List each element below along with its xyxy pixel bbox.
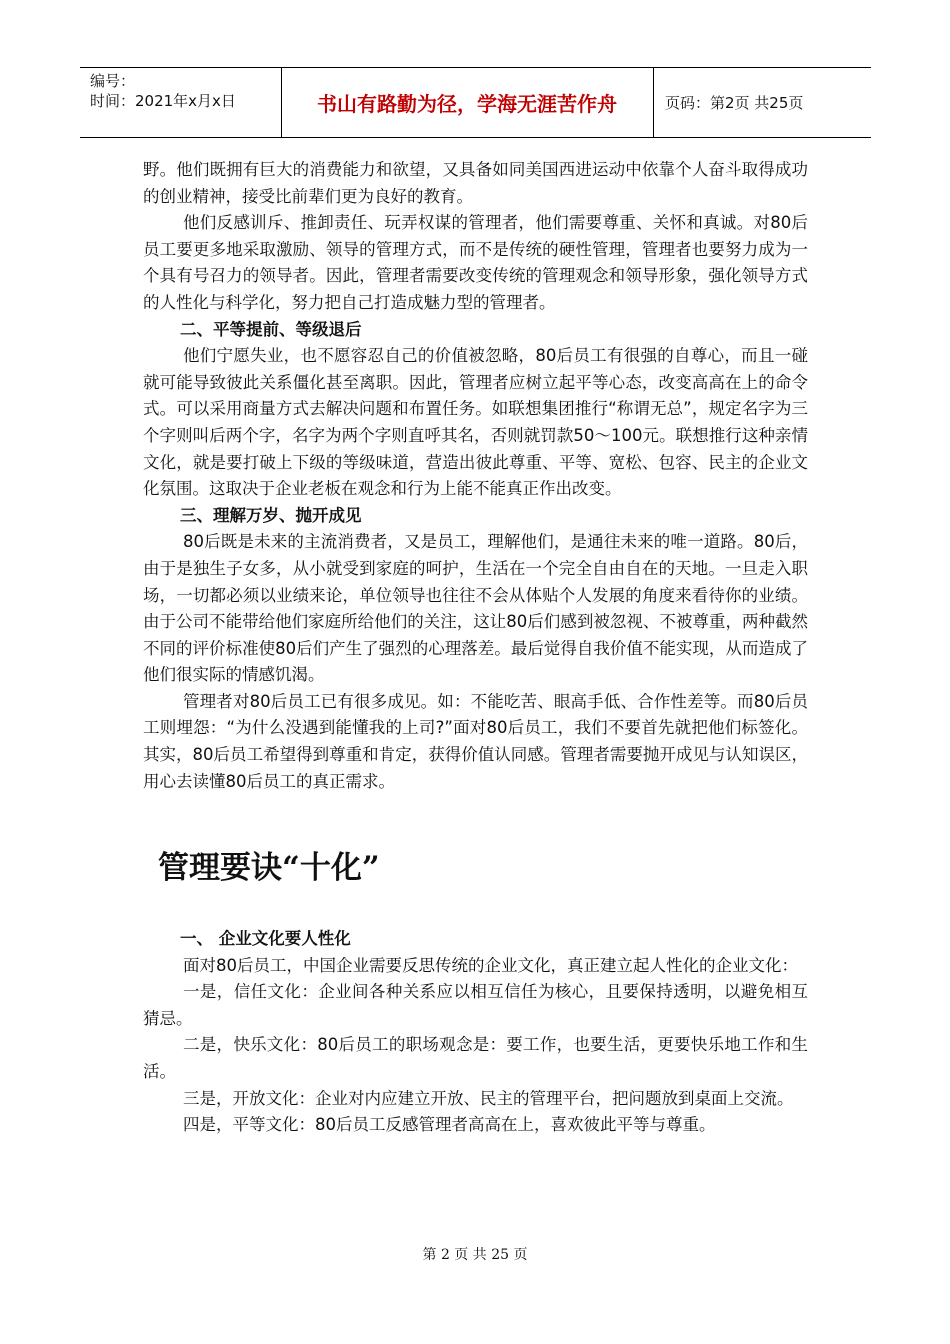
page-header bbox=[80, 67, 871, 138]
paragraph: 四是，平等文化：80后员工反感管理者高高在上，喜欢彼此平等与尊重。 bbox=[183, 1115, 716, 1135]
paragraph: 他们反感训斥、推卸责任、玩弄权谋的管理者，他们需要尊重、关怀和真诚。对80后员工要更多地采取激励、领导的管理方式，而不是传统的硬性管理，管理者也要努力成为一个具有号召力的领导者。因此，管理者需要改变传统的管理观念和领导形象，强化领导方式的人性化与科学化，努力把自己打造成魅力型的管理者。 bbox=[143, 213, 808, 312]
paragraph: 80后既是未来的主流消费者，又是员工，理解他们，是通往未来的唯一道路。80后，由于是独生子女多，从小就受到家庭的呵护，生活在一个完全自由自在的天地。一旦走入职场，一切都必须以业绩来论，单位领导也往往不会从体贴个人发展的角度来看待你的业绩。由于公司不能带给他们家庭所给他们的关注，这让80后们感到被忽视、不被尊重，两种截然不同的评价标准使80后们产生了强烈的心理落差。最后觉得自我价值不能实现，从而造成了他们很实际的情感饥渴。 bbox=[143, 532, 808, 685]
page-footer: 第 2 页 共 25 页 bbox=[422, 1247, 528, 1263]
section-title: 管理要诀“十化” bbox=[158, 850, 380, 886]
header-page-info: 页码：第2页 共25页 bbox=[665, 94, 804, 112]
header-motto: 书山有路勤为径，学海无涯苦作舟 bbox=[317, 92, 617, 116]
date-label: 时间：2021年x月x日 bbox=[90, 92, 236, 110]
paragraph: 管理者对80后员工已有很多成见。如：不能吃苦、眼高手低、合作性差等。而80后员工则埋怨：“为什么没遇到能懂我的上司?”面对80后员工，我们不要首先就把他们标签化。其实，80后员工希望得到尊重和肯定，获得价值认同感。管理者需要抛开成见与认知误区，用心去读懂80后员工的真正需求。 bbox=[143, 691, 808, 791]
paragraph: 一是，信任文化：企业间各种关系应以相互信任为核心，且要保持透明，以避免相互猜忌。 bbox=[143, 982, 808, 1028]
subheading: 二、平等提前、等级退后 bbox=[180, 319, 362, 339]
paragraph: 面对80后员工，中国企业需要反思传统的企业文化，真正建立起人性化的企业文化： bbox=[183, 955, 798, 975]
paragraph: 三是，开放文化：企业对内应建立开放、民主的管理平台，把问题放到桌面上交流。 bbox=[183, 1088, 794, 1108]
header-page-cell bbox=[653, 68, 871, 137]
serial-label: 编号： bbox=[90, 72, 136, 90]
section-body bbox=[143, 926, 808, 1139]
subheading: 三、理解万岁、抛开成见 bbox=[180, 505, 362, 525]
document-body bbox=[143, 157, 808, 795]
paragraph: 野。他们既拥有巨大的消费能力和欲望，又具备如同美国西进运动中依靠个人奋斗取得成功的创业精神，接受比前辈们更为良好的教育。 bbox=[143, 160, 808, 206]
paragraph: 二是，快乐文化：80后员工的职场观念是：要工作，也要生活，更要快乐地工作和生活。 bbox=[143, 1035, 808, 1081]
header-meta-cell bbox=[80, 68, 282, 137]
header-motto-cell bbox=[281, 68, 654, 137]
paragraph: 他们宁愿失业，也不愿容忍自己的价值被忽略，80后员工有很强的自尊心，而且一碰就可能导致彼此关系僵化甚至离职。因此，管理者应树立起平等心态，改变高高在上的命令式。可以采用商量方式去解决问题和布置任务。如联想集团推行“称谓无总”，规定名字为三个字则叫后两个字，名字为两个字则直呼其名，否则就罚款50～100元。联想推行这种亲情文化，就是要打破上下级的等级味道，营造出彼此尊重、平等、宽松、包容、民主的企业文化氛围。这取决于企业老板在观念和行为上能不能真正作出改变。 bbox=[143, 346, 808, 499]
subheading: 一、 企业文化要人性化 bbox=[180, 929, 351, 948]
